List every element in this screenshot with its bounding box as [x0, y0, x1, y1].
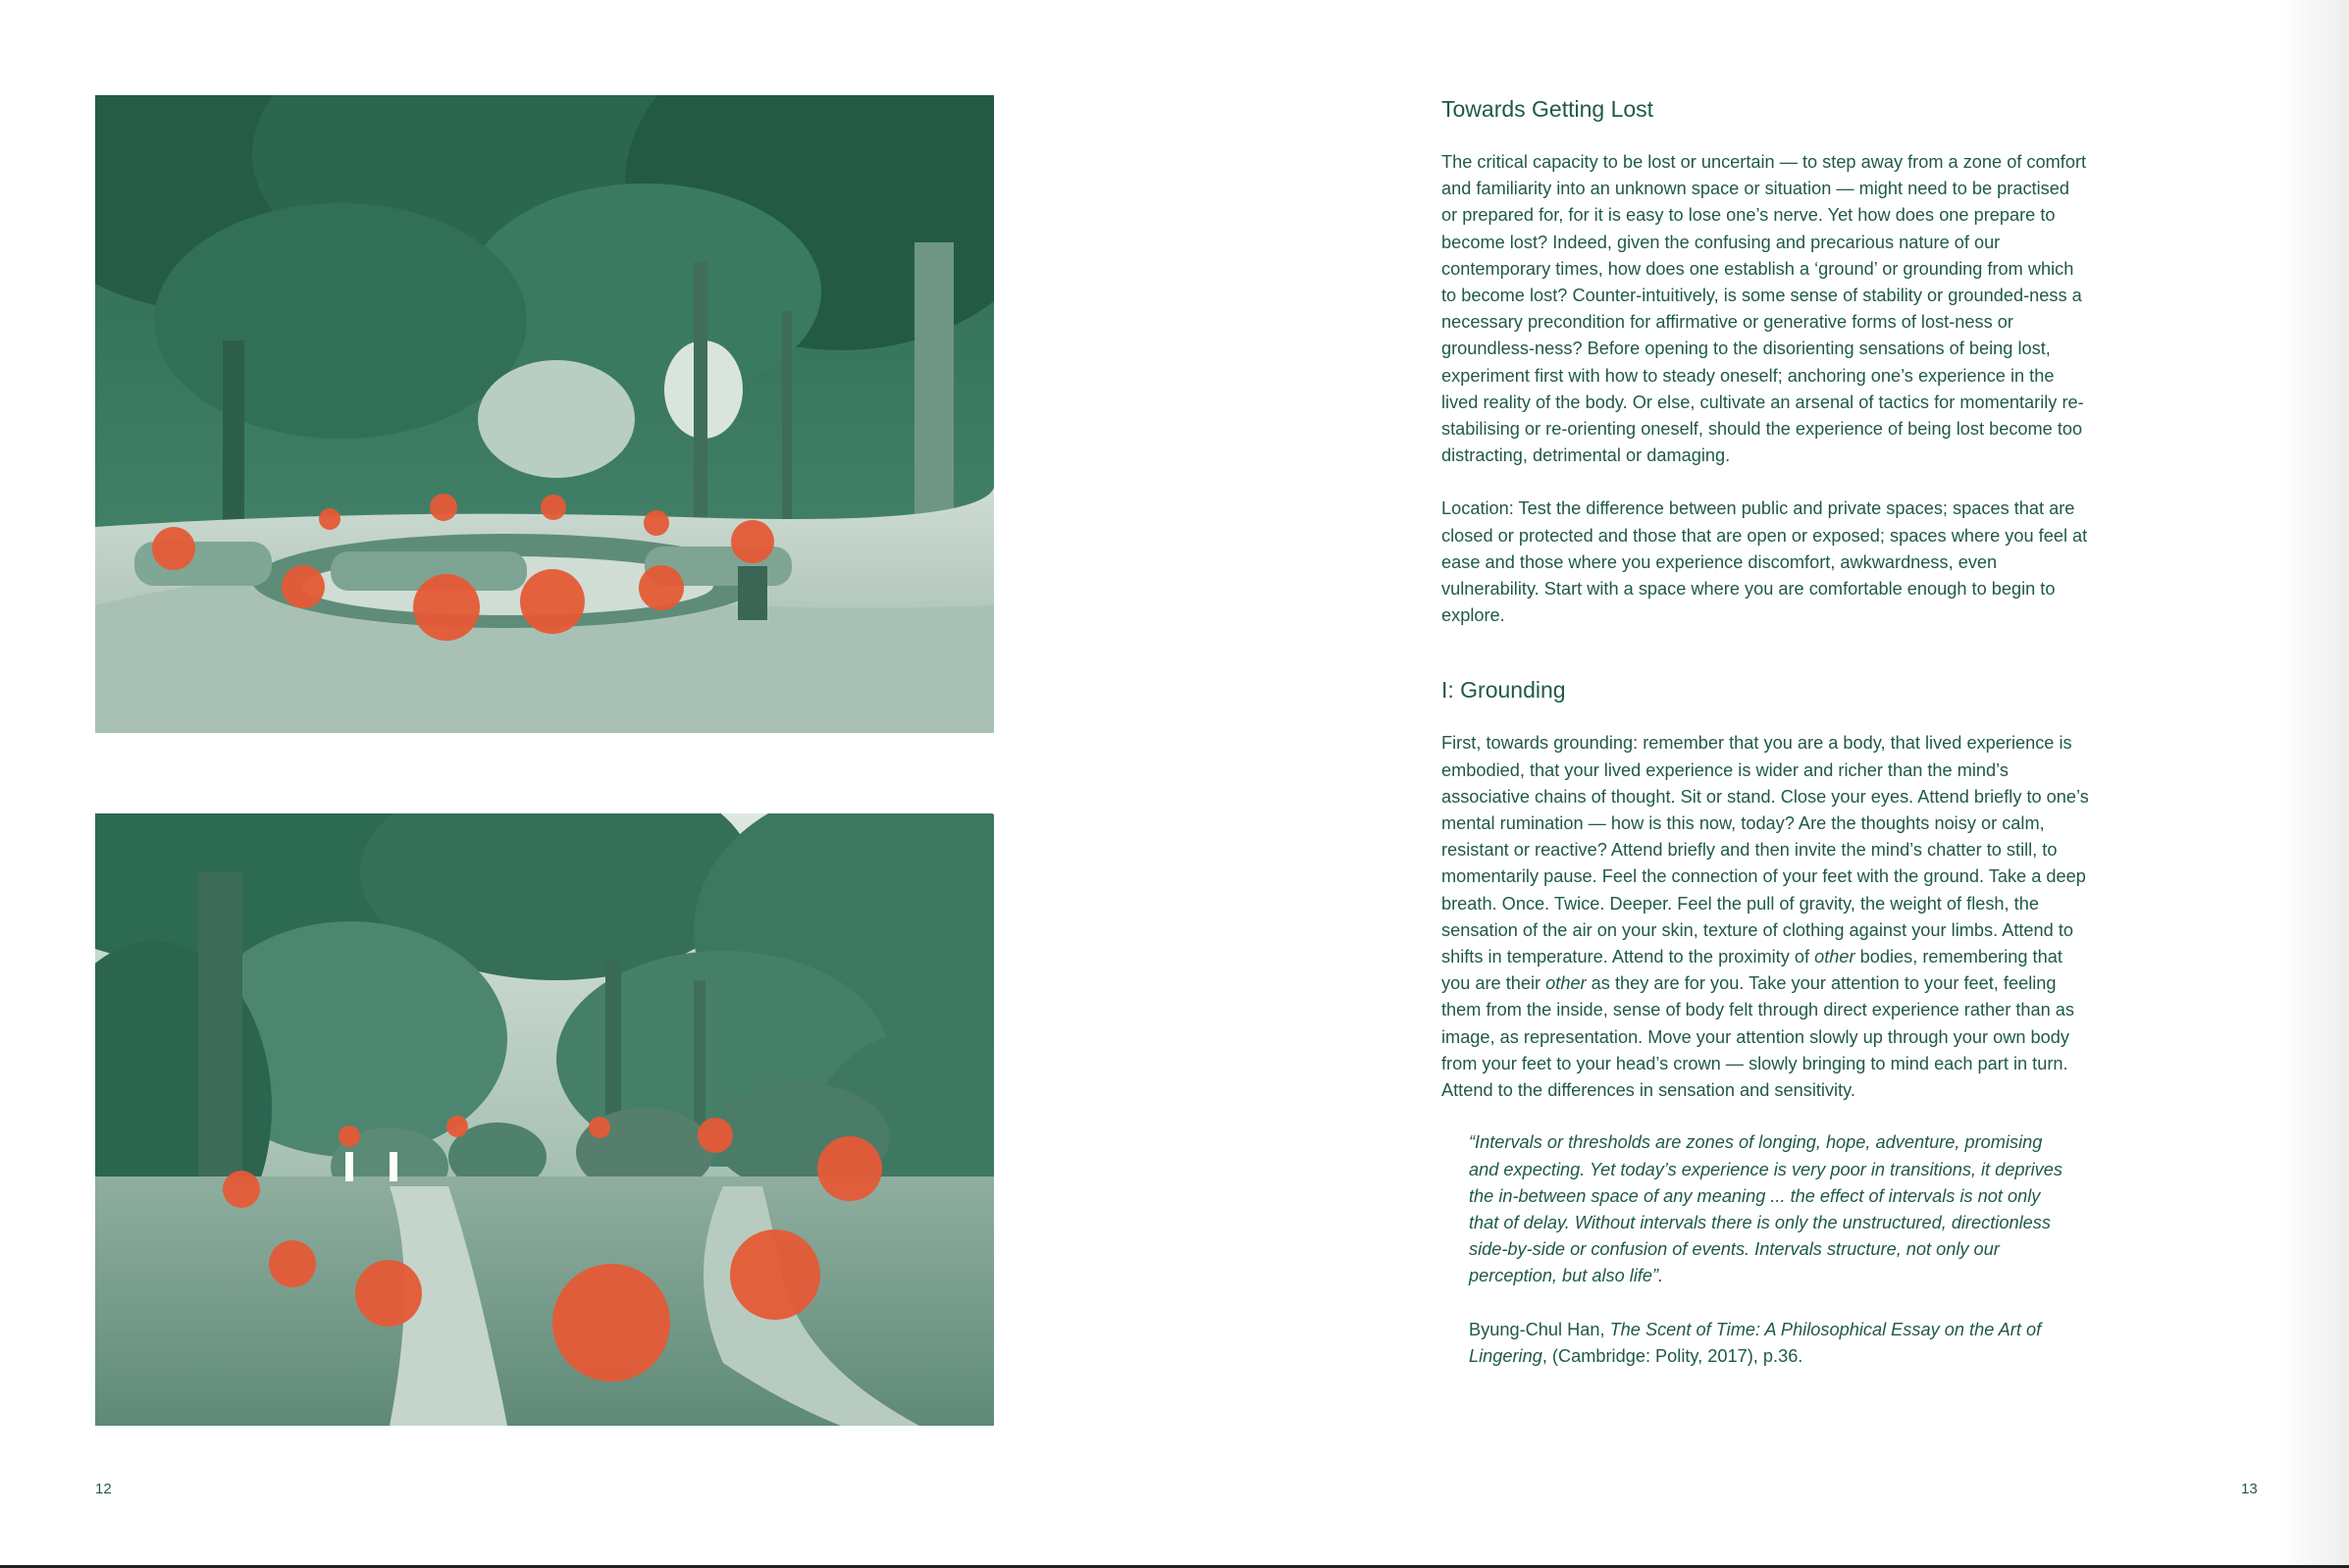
park-photo-bottom [95, 813, 994, 1426]
citation-rest: , (Cambridge: Polity, 2017), p.36. [1541, 1345, 1803, 1366]
grounding-text-c: as they are for you. Take your attention to your feet, feeling them from the inside, sense of body felt through direct experience rather than as image, as representation. Move your attention slowly up through your own body from your feet to your head’s crown — slowly bringing to mind each part in turn. Attend to the differences in sensation and sensitivity. [1441, 973, 2075, 1101]
block-quote: “Intervals or thresholds are zones of longing, hope, adventure, promising and expecting. Yet today’s experience is very poor in transitions, it deprives the in-between space of any meaning ... the effect of intervals is not only that of delay. Without intervals there is only the unstructured, directionless side-by-side or confusion of events. Intervals structure, not only our perception, but also life”. [1469, 1132, 2062, 1286]
grounding-paragraph [1441, 730, 2089, 1104]
location-paragraph: Location: Test the difference between public and private spaces; spaces that are closed or protected and those that are open or exposed; spaces where you feel at ease and those where you experience discomfort, awkwardness, even vulnerability. Start with a space where you are comfortable enough to begin to explore. [1441, 498, 2088, 626]
page-number-right: 13 [2241, 1481, 2258, 1497]
citation [1469, 1317, 2077, 1370]
page-title: Towards Getting Lost [1441, 96, 1654, 122]
park-lawn-path-photo [95, 813, 994, 1426]
grounding-emphasis-1: other [1814, 947, 1855, 967]
citation-title: The Scent of Time: A Philosophical Essay on the Art of Lingering [1469, 1319, 2042, 1366]
grounding-emphasis-2: other [1545, 973, 1587, 994]
citation-author: Byung-Chul Han, [1469, 1319, 1610, 1339]
grounding-text-a: First, towards grounding: remember that you are a body, that lived experience is embodied, that your lived experience is wider and richer than the mind’s associative chains of thought. Sit or stand. Close your eyes. Attend briefly to one’s mental rumination — how is this now, today? Are the thoughts noisy or calm, resistant or reactive? Attend briefly and then invite the mind’s chatter to still, to momentarily pause. Feel the connection of your feet with the ground. Take a deep breath. Once. Twice. Deeper. Feel the pull of gravity, the weight of flesh, the sensation of the air on your skin, texture of clothing against your limbs. Attend to shifts in temperature. Attend to the proximity of [1441, 733, 2089, 967]
park-hedge-circle-photo [95, 95, 994, 733]
park-photo-top [95, 95, 994, 733]
text-column [1441, 94, 2089, 1370]
page-number-left: 12 [95, 1481, 112, 1497]
intro-paragraph: The critical capacity to be lost or uncertain — to step away from a zone of comfort and familiarity into an unknown space or situation — might need to be practised or prepared for, for it is easy to lose one’s nerve. Yet how does one prepare to become lost? Indeed, given the confusing and precarious nature of our contemporary times, how does one establish a ‘ground’ or grounding from which to become lost? Counter-intuitively, is some sense of stability or grounded-ness a necessary precondition for affirmative or generative forms of lost-ness or groundless-ness? Before opening to the disorienting sensations of being lost, experiment first with how to steady oneself; anchoring one’s experience in the lived reality of the body. Or else, cultivate an arsenal of tactics for momentarily re-stabilising or re-orienting oneself, should the experience of being lost become too distracting, detrimental or damaging. [1441, 152, 2087, 466]
page-edge-shadow [2280, 0, 2349, 1568]
section-heading: I: Grounding [1441, 677, 1566, 704]
grounding-text-b: bodies, remembering that you are their [1441, 947, 2062, 994]
